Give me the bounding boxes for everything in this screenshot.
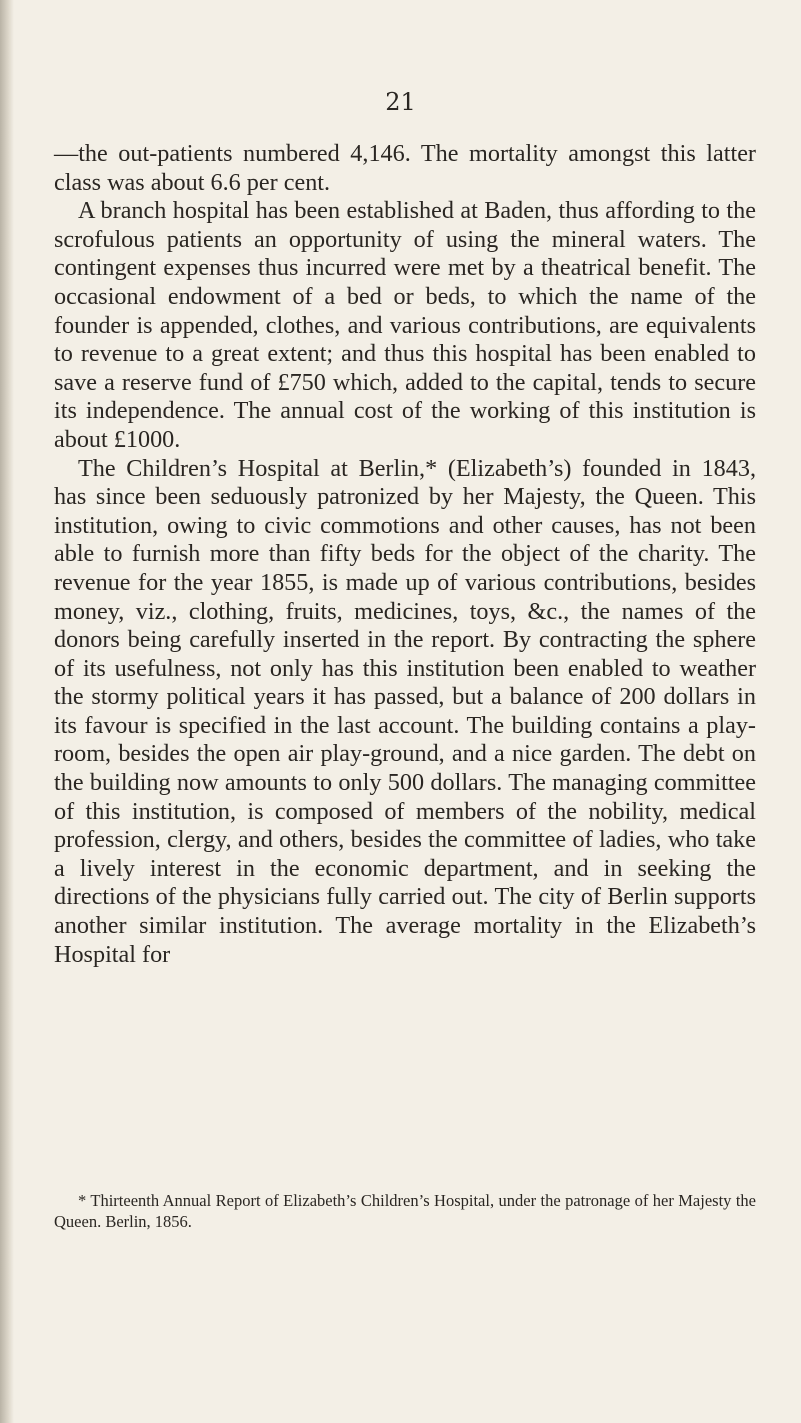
footnote: * Thirteenth Annual Report of Elizabeth’s Children’s Hospital, under the patronage of her Majesty the Queen. Berlin, 1856.: [54, 1191, 756, 1231]
book-spine-shadow: [0, 0, 14, 1423]
paragraph-3: The Children’s Hospital at Berlin,* (Elizabeth’s) founded in 1843, has since been seduously patronized by her Majesty, the Queen. This institution, owing to civic commotions and other causes, has not been able to furnish more than fifty beds for the object of the charity. The revenue for the year 1855, is made up of various contributions, besides money, viz., clothing, fruits, medicines, toys, &c., the names of the donors being carefully inserted in the report. By contracting the sphere of its usefulness, not only has this institution been enabled to weather the stormy political years it has passed, but a balance of 200 dollars in its favour is specified in the last account. The building contains a play-room, besides the open air play-ground, and a nice garden. The debt on the building now amounts to only 500 dollars. The managing committee of this institution, is composed of members of the nobility, medical profession, clergy, and others, besides the committee of ladies, who take a lively interest in the economic department, and in seeking the directions of the physicians fully carried out. The city of Berlin supports another similar institution. The average mortality in the Elizabeth’s Hospital for: [54, 454, 756, 968]
paragraph-1: —the out-patients numbered 4,146. The mortality amongst this latter class was about 6.6 per cent.: [54, 140, 756, 196]
page-number: 21: [385, 88, 416, 116]
body-text: [54, 140, 756, 969]
paragraph-2: A branch hospital has been established at Baden, thus affording to the scrofulous patients an opportunity of using the mineral waters. The contingent expenses thus incurred were met by a theatrical benefit. The occasional endowment of a bed or beds, to which the name of the founder is appended, clothes, and various contributions, are equivalents to revenue to a great extent; and thus this hospital has been enabled to save a reserve fund of £750 which, added to the capital, tends to secure its independence. The annual cost of the working of this institution is about £1000.: [54, 197, 756, 453]
